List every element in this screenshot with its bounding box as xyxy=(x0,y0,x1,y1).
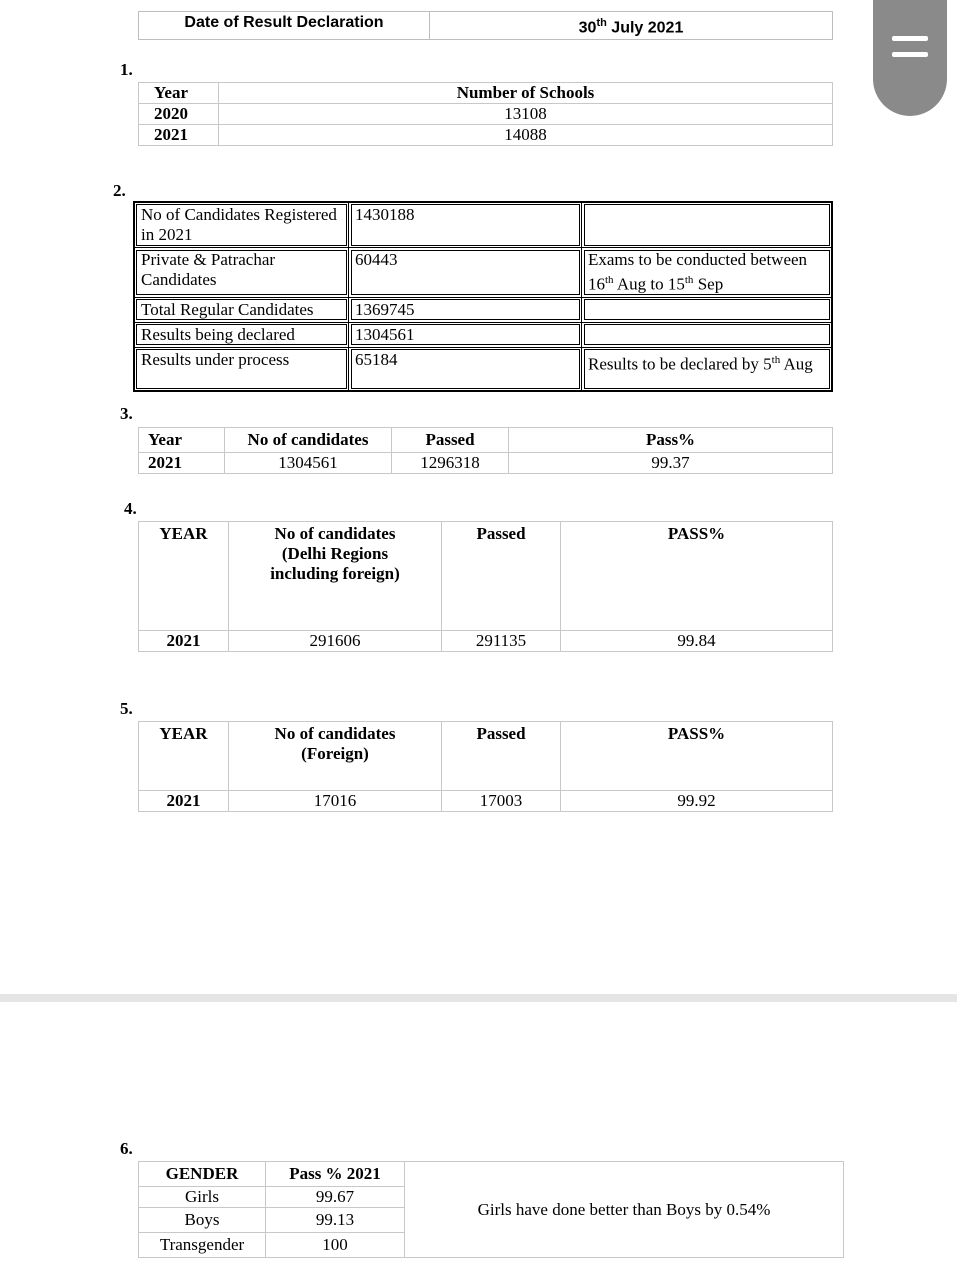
table-cell: Results under process xyxy=(134,347,349,391)
table-cell: 60443 xyxy=(349,248,582,298)
overall-results-table xyxy=(138,427,833,474)
table-cell: Girls xyxy=(139,1187,266,1208)
table-cell: 99.67 xyxy=(266,1187,405,1208)
table-cell: 14088 xyxy=(219,125,833,146)
table-cell: Results being declared xyxy=(134,322,349,347)
table-cell: Transgender xyxy=(139,1233,266,1258)
candidates-table xyxy=(133,201,833,392)
table-cell: 99.84 xyxy=(561,631,833,652)
table-header: Number of Schools xyxy=(219,83,833,104)
section-number: 4. xyxy=(124,499,137,518)
table-cell: 99.37 xyxy=(509,453,833,474)
table-cell: 17016 xyxy=(229,791,442,812)
table-header: YEAR xyxy=(139,722,229,791)
table-header: No of candidates (Foreign) xyxy=(229,722,442,791)
table-header: Pass % 2021 xyxy=(266,1162,405,1187)
table-cell: 65184 xyxy=(349,347,582,391)
table-header: Year xyxy=(139,83,219,104)
table-cell: 1304561 xyxy=(349,322,582,347)
table-header: PASS% xyxy=(561,522,833,631)
table-cell: 2020 xyxy=(139,104,219,125)
table-header: GENDER xyxy=(139,1162,266,1187)
table-cell: 1430188 xyxy=(349,202,582,248)
table-cell: 1304561 xyxy=(225,453,392,474)
table-header: Passed xyxy=(442,722,561,791)
table-cell: 291606 xyxy=(229,631,442,652)
table-header: No of candidates (Delhi Regions including foreign) xyxy=(229,522,442,631)
section-number: 2. xyxy=(113,181,126,200)
section-number: 5. xyxy=(120,699,133,718)
table-cell: 2021 xyxy=(139,791,229,812)
table-cell: 17003 xyxy=(442,791,561,812)
page-divider xyxy=(0,994,957,1002)
table-header: Year xyxy=(139,428,225,453)
table-header: No of candidates xyxy=(225,428,392,453)
table-cell: 1296318 xyxy=(392,453,509,474)
table-cell: 1369745 xyxy=(349,297,582,322)
result-date-value: 30th July 2021 xyxy=(430,12,833,40)
table-cell: 2021 xyxy=(139,453,225,474)
gender-results-table xyxy=(138,1161,844,1258)
table-cell xyxy=(582,322,833,347)
table-cell: 2021 xyxy=(139,631,229,652)
table-cell: 291135 xyxy=(442,631,561,652)
results-date-note: Results to be declared by 5th Aug xyxy=(582,347,833,391)
table-cell: 2021 xyxy=(139,125,219,146)
result-date-table xyxy=(138,11,833,40)
result-date-label: Date of Result Declaration xyxy=(139,12,430,40)
table-cell: 99.13 xyxy=(266,1208,405,1233)
table-cell: 13108 xyxy=(219,104,833,125)
section-number: 3. xyxy=(120,404,133,423)
table-cell: 99.92 xyxy=(561,791,833,812)
table-cell xyxy=(582,202,833,248)
menu-button[interactable] xyxy=(873,0,947,116)
section-number: 1. xyxy=(120,60,133,79)
table-cell: Private & Patrachar Candidates xyxy=(134,248,349,298)
table-header: Pass% xyxy=(509,428,833,453)
table-cell: Total Regular Candidates xyxy=(134,297,349,322)
table-cell: No of Candidates Registered in 2021 xyxy=(134,202,349,248)
section-number: 6. xyxy=(120,1139,133,1158)
table-header: Passed xyxy=(442,522,561,631)
delhi-results-table xyxy=(138,521,833,652)
foreign-results-table xyxy=(138,721,833,812)
table-cell: 100 xyxy=(266,1233,405,1258)
schools-table xyxy=(138,82,833,146)
table-header: YEAR xyxy=(139,522,229,631)
gender-comparison-note: Girls have done better than Boys by 0.54% xyxy=(405,1162,844,1258)
table-cell xyxy=(582,297,833,322)
exam-dates-note: Exams to be conducted between 16th Aug to 15th Sep xyxy=(582,248,833,298)
table-cell: Boys xyxy=(139,1208,266,1233)
table-header: Passed xyxy=(392,428,509,453)
table-header: PASS% xyxy=(561,722,833,791)
